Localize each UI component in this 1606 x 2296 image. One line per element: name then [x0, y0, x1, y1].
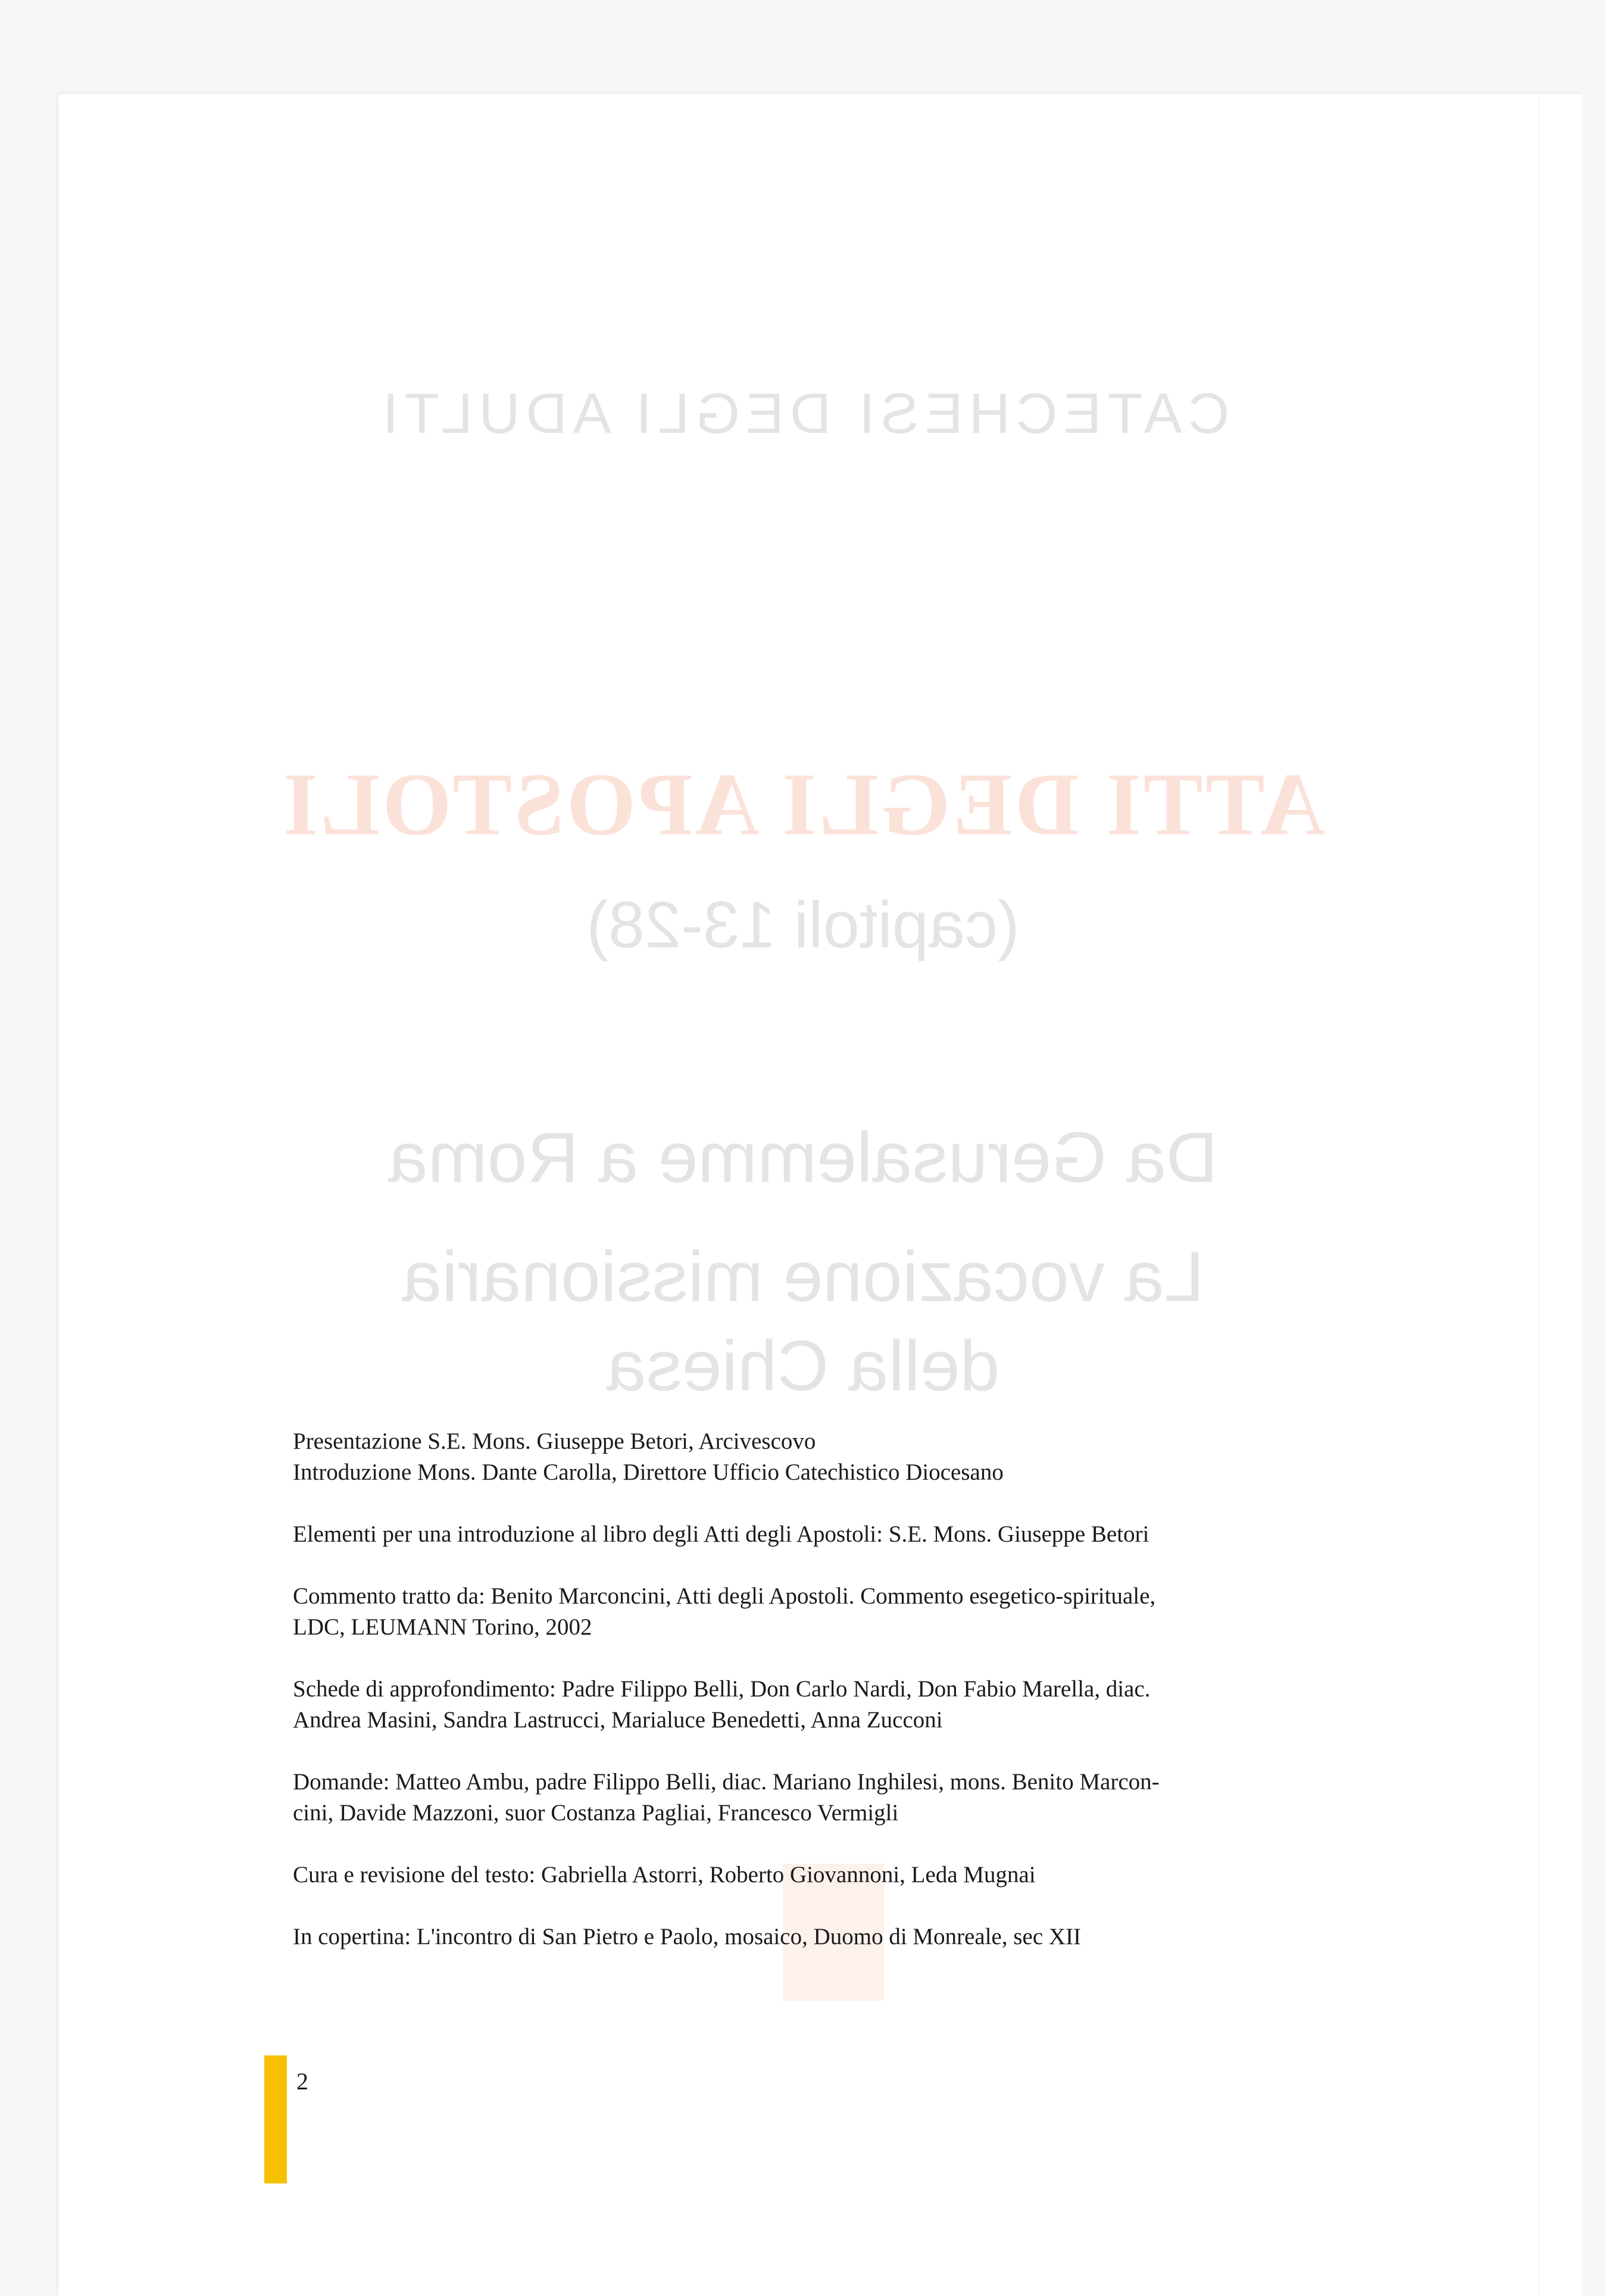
credit-copertina: In copertina: L'incontro di San Pietro e Paolo, mosaico, Duomo di Monreale, sec XII: [293, 1924, 1082, 1949]
credit-commento-line-2: LDC, LEUMANN Torino, 2002: [293, 1614, 592, 1640]
show-through-line-3: della Chiesa: [606, 1326, 1000, 1406]
credit-domande-line-1: Domande: Matteo Ambu, padre Filippo Belli, diac. Mariano Inghilesi, mons. Benito Marcon-: [293, 1769, 1160, 1795]
credit-cura: Cura e revisione del testo: Gabriella Astorri, Roberto Giovannoni, Leda Mugnai: [293, 1862, 1036, 1888]
show-through-series: CATECHESI DEGLI ADULTI: [376, 382, 1230, 445]
show-through-title: ATTI DEGLI APOSTOLI: [280, 755, 1326, 854]
credits-block: [293, 1426, 1382, 1952]
show-through-line-2: La vocazione missionaria: [402, 1237, 1204, 1317]
credit-domande-line-2: cini, Davide Mazzoni, suor Costanza Pagliai, Francesco Vermigli: [293, 1800, 899, 1826]
credit-schede-line-1: Schede di approfondimento: Padre Filippo Belli, Don Carlo Nardi, Don Fabio Marella, diac.: [293, 1676, 1151, 1702]
credit-commento-line-1: Commento tratto da: Benito Marconcini, Atti degli Apostoli. Commento esegetico-spirituale,: [293, 1583, 1156, 1609]
show-through-subtitle: (capitoli 13-28): [586, 888, 1020, 962]
credit-schede-line-2: Andrea Masini, Sandra Lastrucci, Marialuce Benedetti, Anna Zucconi: [293, 1707, 943, 1733]
page-accent-bar: [264, 2055, 287, 2183]
credit-elementi: Elementi per una introduzione al libro degli Atti degli Apostoli: S.E. Mons. Giuseppe Betori: [293, 1521, 1149, 1547]
credit-introduzione: Introduzione Mons. Dante Carolla, Direttore Ufficio Catechistico Diocesano: [293, 1459, 1004, 1485]
show-through-line-1: Da Gerusalemme a Roma: [388, 1118, 1218, 1197]
credit-presentazione: Presentazione S.E. Mons. Giuseppe Betori, Arcivescovo: [293, 1428, 816, 1454]
page-number: 2: [296, 2068, 308, 2095]
